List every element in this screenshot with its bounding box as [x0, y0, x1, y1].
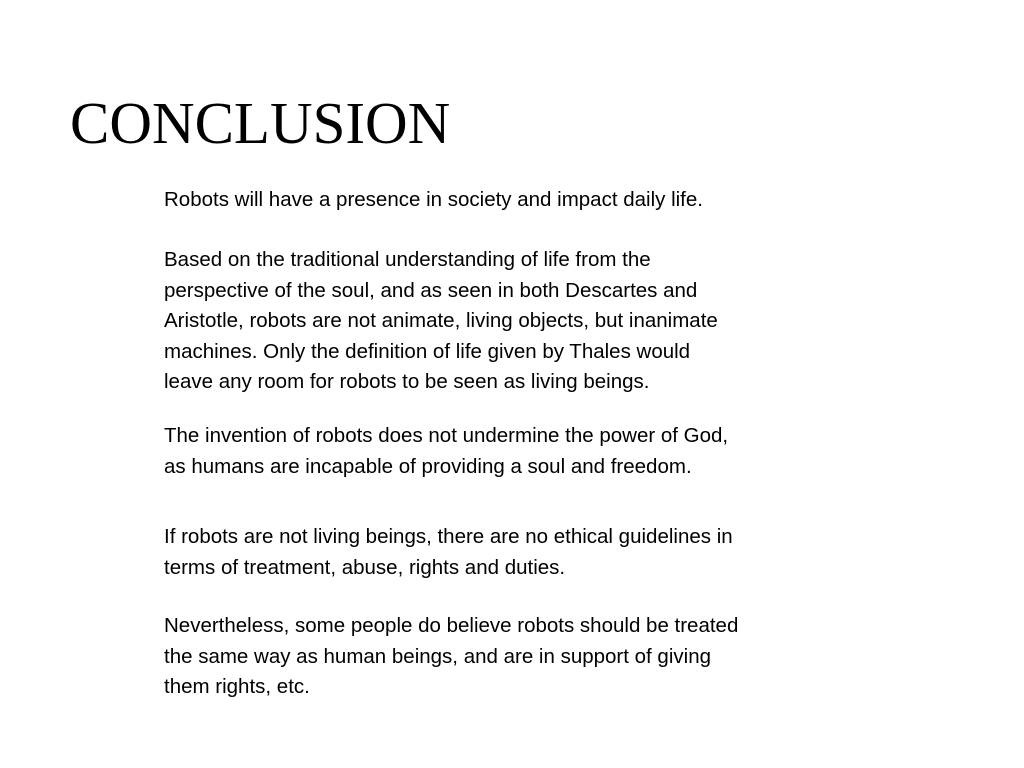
slide-title: CONCLUSION: [70, 90, 451, 156]
paragraph-presence-in-society: Robots will have a presence in society and impact daily life.: [164, 188, 703, 211]
paragraph-traditional-understanding: Based on the traditional understanding of life from the perspective of the soul, and as seen in both Descartes and Aristotle, robots are not animate, living objects, but inanimate machines. Only the definition of life given by Thales would leave any room for robots to be seen as living beings.: [164, 248, 718, 393]
paragraph-robot-rights: Nevertheless, some people do believe robots should be treated the same way as human beings, and are in support of giving them rights, etc.: [164, 614, 739, 698]
paragraph-ethical-guidelines: If robots are not living beings, there are no ethical guidelines in terms of treatment, abuse, rights and duties.: [164, 525, 733, 579]
paragraph-power-of-god: The invention of robots does not undermine the power of God, as humans are incapable of providing a soul and freedom.: [164, 424, 729, 478]
